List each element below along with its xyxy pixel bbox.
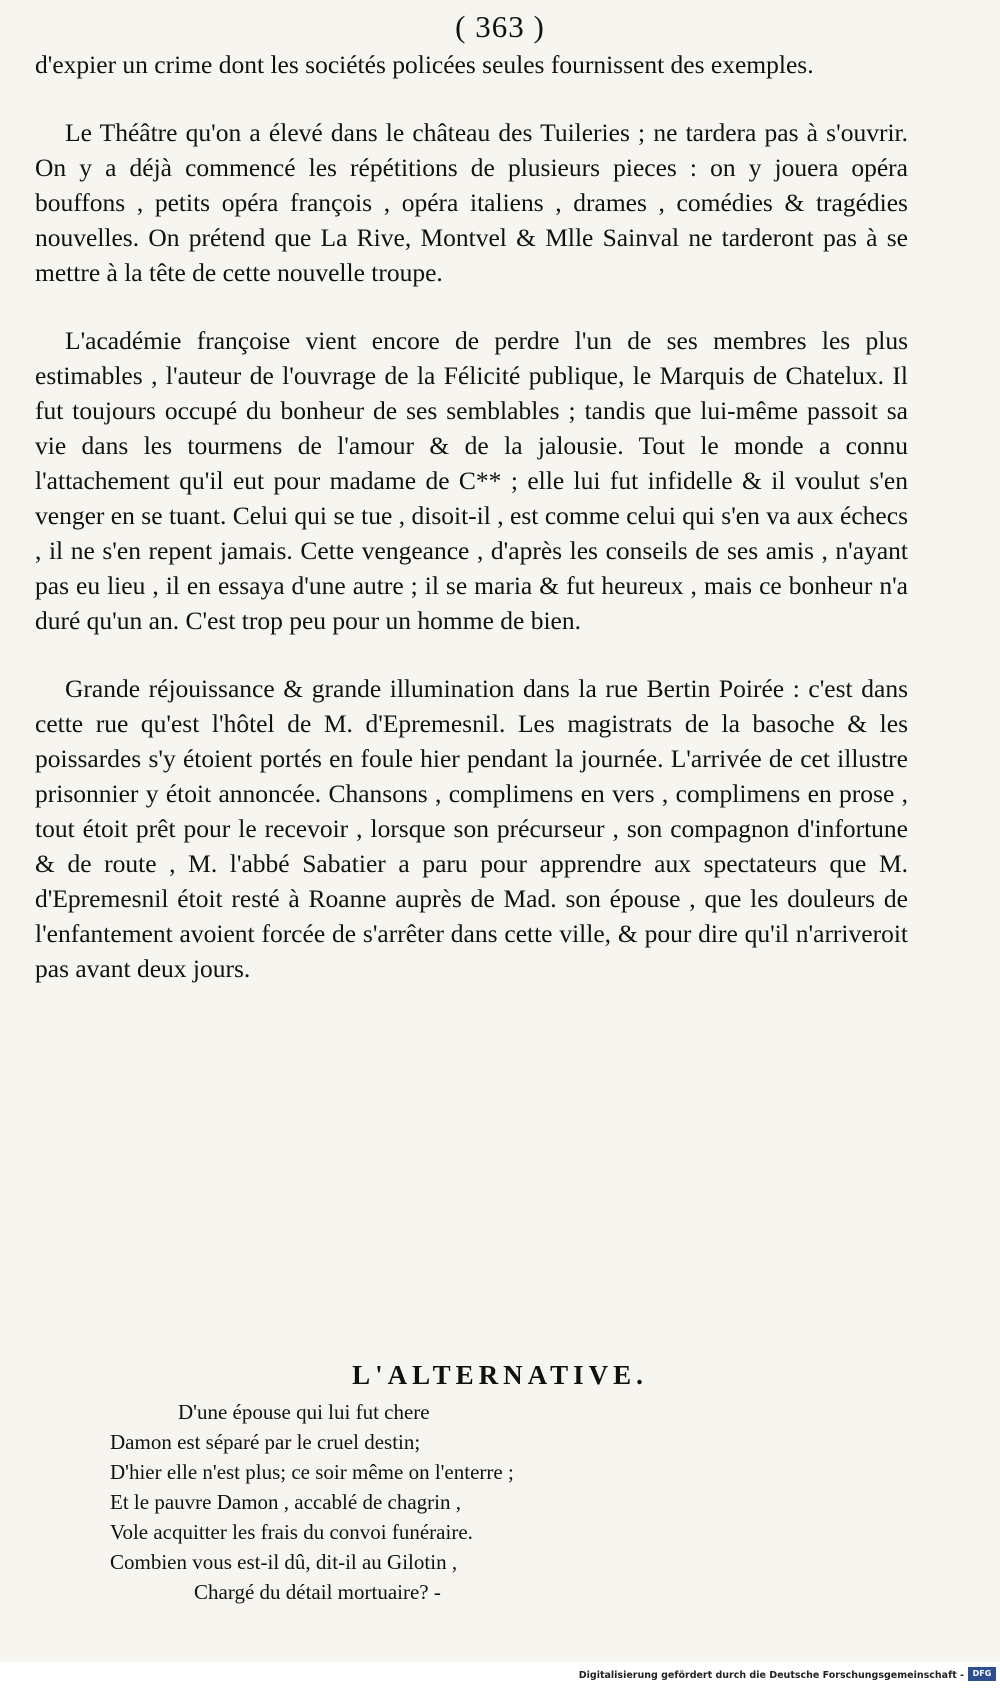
dfg-logo: DFG	[968, 1667, 996, 1681]
poem-line: D'une épouse qui lui fut chere	[178, 1400, 430, 1424]
digitization-footer	[0, 1662, 1000, 1690]
poem-line: Chargé du détail mortuaire? -	[194, 1580, 441, 1604]
paragraph-theatre: Le Théâtre qu'on a élevé dans le château des Tuileries ; ne tardera pas à s'ouvrir. On y a déjà commencé les répétitions de plusieurs pieces : on y jouera opéra bouffons , petits opéra françois , opéra italiens , drames , comédies & tragédies nouvelles. On prétend que La Rive, Montvel & Mlle Sainval ne tarderont pas à se mettre à la tête de cette nouvelle troupe.	[35, 118, 908, 287]
paragraph-rejouissance: Grande réjouissance & grande illumination dans la rue Bertin Poirée : c'est dans cette rue qu'est l'hôtel de M. d'Epremesnil. Les magistrats de la basoche & les poissardes s'y étoient portés en foule hier pendant la journée. L'arrivée de cet illustre prisonnier y étoit annoncée. Chansons , complimens en vers , complimens en prose , tout étoit prêt pour le recevoir , lorsque son précurseur , son compagnon d'infortune & de route , M. l'abbé Sabatier a paru pour apprendre aux spectateurs que M. d'Epremesnil étoit resté à Roanne auprès de Mad. son épouse , que les douleurs de l'enfantement avoient forcée de s'arrêter dans cette ville, & pour dire qu'il n'arriveroit pas avant deux jours.	[35, 674, 908, 983]
poem-line: Damon est séparé par le cruel destin;	[110, 1430, 421, 1454]
paragraph-academie: L'académie françoise vient encore de perdre l'un de ses membres les plus estimables , l'auteur de l'ouvrage de la Félicité publique, le Marquis de Chatelux. Il fut toujours occupé du bonheur de ses semblables ; tandis que lui-même passoit sa vie dans les tourmens de l'amour & de la jalousie. Tout le monde a connu l'attachement qu'il eut pour madame de C** ; elle lui fut infidelle & il voulut s'en venger en se tuant. Celui qui se tue , disoit-il , est comme celui qui s'en va aux échecs , il ne s'en repent jamais. Cette vengeance , d'après les conseils de ses amis , n'ayant pas eu lieu , il en essaya d'une autre ; il se maria & fut heureux , mais ce bonheur n'a duré qu'un an. C'est trop peu pour un homme de bien.	[35, 326, 908, 635]
page-number: ( 363 )	[455, 9, 545, 44]
poem-line: Et le pauvre Damon , accablé de chagrin ,	[110, 1490, 462, 1514]
poem-line: Vole acquitter les frais du convoi funéraire.	[110, 1520, 473, 1544]
body-text	[35, 47, 908, 1019]
paragraph-continuation: d'expier un crime dont les sociétés policées seules fournissent des exemples.	[35, 50, 814, 79]
poem-title: L'ALTERNATIVE.	[352, 1360, 648, 1390]
footer-credit: Digitalisierung gefördert durch die Deutsche Forschungsgemeinschaft -	[578, 1670, 964, 1681]
poem	[110, 1397, 830, 1607]
poem-line: D'hier elle n'est plus; ce soir même on l'enterre ;	[110, 1460, 514, 1484]
poem-line: Combien vous est-il dû, dit-il au Gilotin ,	[110, 1550, 458, 1574]
